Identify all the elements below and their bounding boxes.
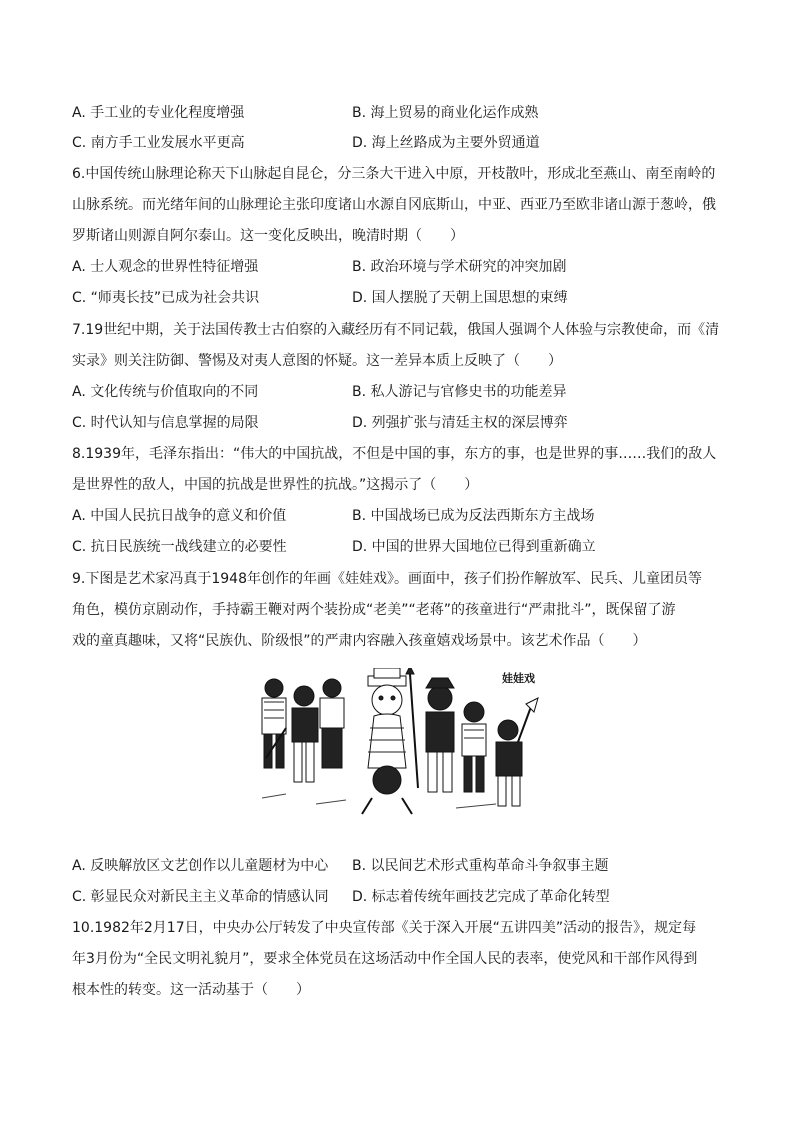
q8-option-a: A. 中国人民抗日战争的意义和价值 bbox=[72, 508, 287, 524]
q6-stem-line-2: 山脉系统。而光绪年间的山脉理论主张印度诸山水源自冈底斯山，中亚、西亚乃至欧非诸山源于葱岭，俄 bbox=[72, 197, 716, 213]
q7-stem-line-1: 7.19世纪中期，关于法国传教士古伯察的入藏经历有不同记载，俄国人强调个人体验与宗教使命，而《清 bbox=[72, 322, 720, 338]
q10-stem-line-1: 10.1982年2月17日，中央办公厅转发了中央宣传部《关于深入开展“五讲四美”活动的报告》，规定每 bbox=[72, 920, 697, 936]
q9-option-b: B. 以民间艺术形式重构革命斗争叙事主题 bbox=[352, 858, 609, 874]
q5-option-d: D. 海上丝路成为主要外贸通道 bbox=[352, 135, 540, 151]
q6-stem-line-1: 6.中国传统山脉理论称天下山脉起自昆仑，分三条大干进入中原，开枝散叶，形成北至燕山、南至南岭的 bbox=[72, 166, 716, 182]
q10-stem-line-3: 根本性的转变。这一活动基于（ ） bbox=[72, 982, 310, 998]
q7-option-c: C. 时代认知与信息掌握的局限 bbox=[72, 415, 259, 431]
q8-stem-line-1: 8.1939年，毛泽东指出：“伟大的中国抗战，不但是中国的事，东方的事，也是世界的事……我们的敌人 bbox=[72, 446, 717, 462]
q7-option-b: B. 私人游记与官修史书的功能差异 bbox=[352, 384, 567, 400]
q9-stem-line-3: 戏的童真趣味，又将“民族仇、阶级恨”的严肃内容融入孩童嬉戏场景中。该艺术作品（ ） bbox=[72, 633, 647, 649]
q9-option-d: D. 标志着传统年画技艺完成了革命化转型 bbox=[352, 889, 610, 905]
q6-option-b: B. 政治环境与学术研究的冲突加剧 bbox=[352, 259, 567, 275]
q5-option-a: A. 手工业的专业化程度增强 bbox=[72, 105, 245, 121]
q8-option-b: B. 中国战场已成为反法西斯东方主战场 bbox=[352, 508, 595, 524]
q6-option-c: C. “师夷长技”已成为社会共识 bbox=[72, 290, 260, 306]
q7-stem-line-2: 实录》则关注防御、警惕及对夷人意图的怀疑。这一差异本质上反映了（ ） bbox=[72, 353, 562, 369]
children-playing-image bbox=[256, 668, 542, 818]
q5-option-c: C. 南方手工业发展水平更高 bbox=[72, 135, 245, 151]
q6-stem-line-3: 罗斯诸山则源自阿尔泰山。这一变化反映出，晚清时期（ ） bbox=[72, 228, 464, 244]
q9-stem-line-1: 9.下图是艺术家冯真于1948年创作的年画《娃娃戏》。画面中，孩子们扮作解放军、民兵、儿童团员等 bbox=[72, 571, 702, 587]
q9-option-c: C. 彰显民众对新民主主义革命的情感认同 bbox=[72, 889, 329, 905]
q6-option-a: A. 士人观念的世界性特征增强 bbox=[72, 259, 259, 275]
q9-option-a: A. 反映解放区文艺创作以儿童题材为中心 bbox=[72, 858, 329, 874]
q8-stem-line-2: 是世界性的敌人，中国的抗战是世界性的抗战。”这揭示了（ ） bbox=[72, 477, 479, 493]
q8-option-c: C. 抗日民族统一战线建立的必要性 bbox=[72, 539, 287, 555]
q7-option-d: D. 列强扩张与清廷主权的深层博弈 bbox=[352, 415, 568, 431]
nianhua-illustration bbox=[256, 668, 542, 818]
q5-option-b: B. 海上贸易的商业化运作成熟 bbox=[352, 105, 539, 121]
q8-option-d: D. 中国的世界大国地位已得到重新确立 bbox=[352, 539, 596, 555]
q9-stem-line-2: 角色，模仿京剧动作，手持霸王鞭对两个装扮成“老美”“老蒋”的孩童进行“严肃批斗”，既保留了游 bbox=[72, 602, 676, 618]
q7-option-a: A. 文化传统与价值取向的不同 bbox=[72, 384, 259, 400]
image-caption: 娃娃戏 bbox=[502, 672, 535, 685]
q10-stem-line-2: 年3月份为“全民文明礼貌月”，要求全体党员在这场活动中作全国人民的表率，使党风和干部作风得到 bbox=[72, 951, 698, 967]
q6-option-d: D. 国人摆脱了天朝上国思想的束缚 bbox=[352, 290, 568, 306]
